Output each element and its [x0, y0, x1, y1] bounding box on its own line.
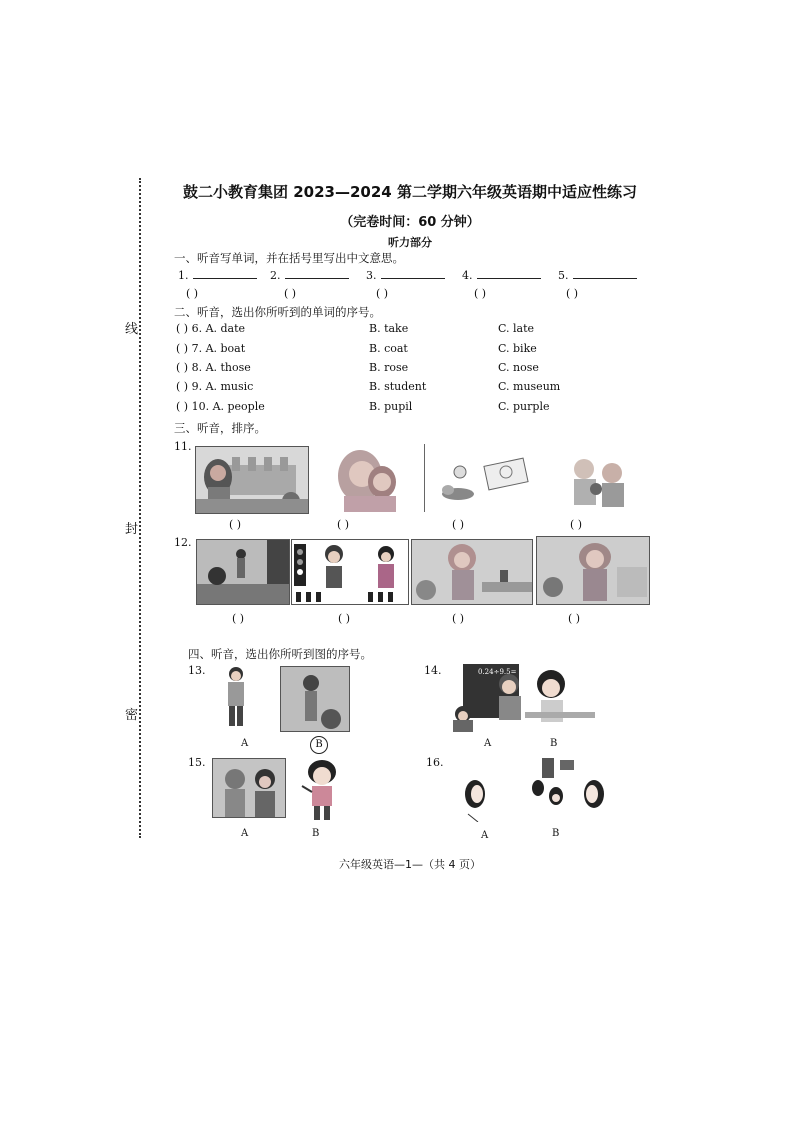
q9-option-b: B. student [369, 380, 427, 393]
q12-picture-1 [196, 539, 290, 605]
section3-heading: 三、听音，排序。 [174, 421, 266, 435]
meaning-paren-2[interactable]: ( ) [284, 287, 297, 300]
q11-number: 11. [174, 440, 192, 453]
q8-option-a[interactable]: ( ) 8. A. those [176, 361, 251, 374]
q13-picture-b [280, 666, 350, 732]
q8-option-b: B. rose [369, 361, 409, 374]
q14-picture-a [449, 664, 599, 732]
section4-heading: 四、听音，选出你所听到图的序号。 [188, 647, 372, 661]
q12-order-paren-4[interactable]: ( ) [568, 612, 581, 625]
meaning-paren-5[interactable]: ( ) [566, 287, 579, 300]
q15-label-a: A [241, 828, 249, 839]
q16-picture-b [532, 758, 608, 822]
q14-label-a: A [484, 738, 492, 749]
listening-part-title: 听力部分 [388, 236, 432, 249]
margin-char-secret: 密 [125, 708, 139, 723]
binding-dotted-line [139, 178, 141, 838]
exam-duration: （完卷时间：60 分钟） [340, 215, 480, 230]
q13-label-a: A [241, 738, 249, 749]
q10-option-b: B. pupil [369, 400, 413, 413]
q12-order-paren-3[interactable]: ( ) [452, 612, 465, 625]
meaning-paren-1[interactable]: ( ) [186, 287, 199, 300]
q11-order-paren-1[interactable]: ( ) [229, 518, 242, 531]
q6-option-a[interactable]: ( ) 6. A. date [176, 322, 246, 335]
blank-1[interactable]: 1. [178, 268, 257, 282]
q12-picture-3 [411, 539, 533, 605]
q16-label-b: B [552, 828, 560, 839]
blank-2[interactable]: 2. [270, 268, 349, 282]
q14-label-b: B [550, 738, 558, 749]
q8-option-c: C. nose [498, 361, 539, 374]
q6-option-b: B. take [369, 322, 409, 335]
q12-picture-4 [536, 536, 650, 605]
q12-number: 12. [174, 536, 192, 549]
q11-order-paren-2[interactable]: ( ) [337, 518, 350, 531]
section1-heading: 一、听音写单词，并在括号里写出中文意思。 [174, 251, 404, 265]
q14-number: 14. [424, 664, 442, 677]
meaning-paren-3[interactable]: ( ) [376, 287, 389, 300]
q9-option-a[interactable]: ( ) 9. A. music [176, 380, 254, 393]
q16-label-a: A [481, 830, 489, 841]
q6-option-c: C. late [498, 322, 535, 335]
q12-order-paren-2[interactable]: ( ) [338, 612, 351, 625]
exam-title: 鼓二小教育集团 2023—2024 第二学期六年级英语期中适应性练习 [183, 183, 637, 201]
blank-5[interactable]: 5. [558, 268, 637, 282]
q7-option-a[interactable]: ( ) 7. A. boat [176, 342, 246, 355]
q12-order-paren-1[interactable]: ( ) [232, 612, 245, 625]
q9-option-c: C. museum [498, 380, 561, 393]
q11-order-paren-4[interactable]: ( ) [570, 518, 583, 531]
section2-heading: 二、听音，选出你所听到的单词的序号。 [174, 305, 381, 319]
q11-order-paren-3[interactable]: ( ) [452, 518, 465, 531]
q7-option-c: C. bike [498, 342, 537, 355]
meaning-paren-4[interactable]: ( ) [474, 287, 487, 300]
q14-board-text: 0.24÷9.5= [478, 668, 517, 676]
q12-picture-2 [291, 539, 409, 605]
q7-option-b: B. coat [369, 342, 408, 355]
q13-picture-a [222, 666, 250, 728]
q11-picture-1 [195, 446, 309, 514]
q15-label-b: B [312, 828, 320, 839]
q15-picture-b [296, 758, 346, 822]
q16-picture-a [460, 778, 490, 822]
q13-number: 13. [188, 664, 206, 677]
q15-number: 15. [188, 756, 206, 769]
q16-number: 16. [426, 756, 444, 769]
q15-picture-a [212, 758, 286, 818]
q10-option-a[interactable]: ( ) 10. A. people [176, 400, 265, 413]
q11-picture-3 [424, 444, 536, 512]
blank-4[interactable]: 4. [462, 268, 541, 282]
margin-char-seal: 封 [125, 522, 139, 537]
margin-char-line: 线 [125, 322, 139, 337]
q10-option-c: C. purple [498, 400, 550, 413]
q11-picture-2 [330, 446, 408, 512]
page-footer: 六年级英语—1—（共 4 页） [339, 858, 481, 871]
blank-3[interactable]: 3. [366, 268, 445, 282]
q11-picture-4 [562, 455, 642, 511]
q13-label-b-circled[interactable]: B [310, 736, 328, 754]
